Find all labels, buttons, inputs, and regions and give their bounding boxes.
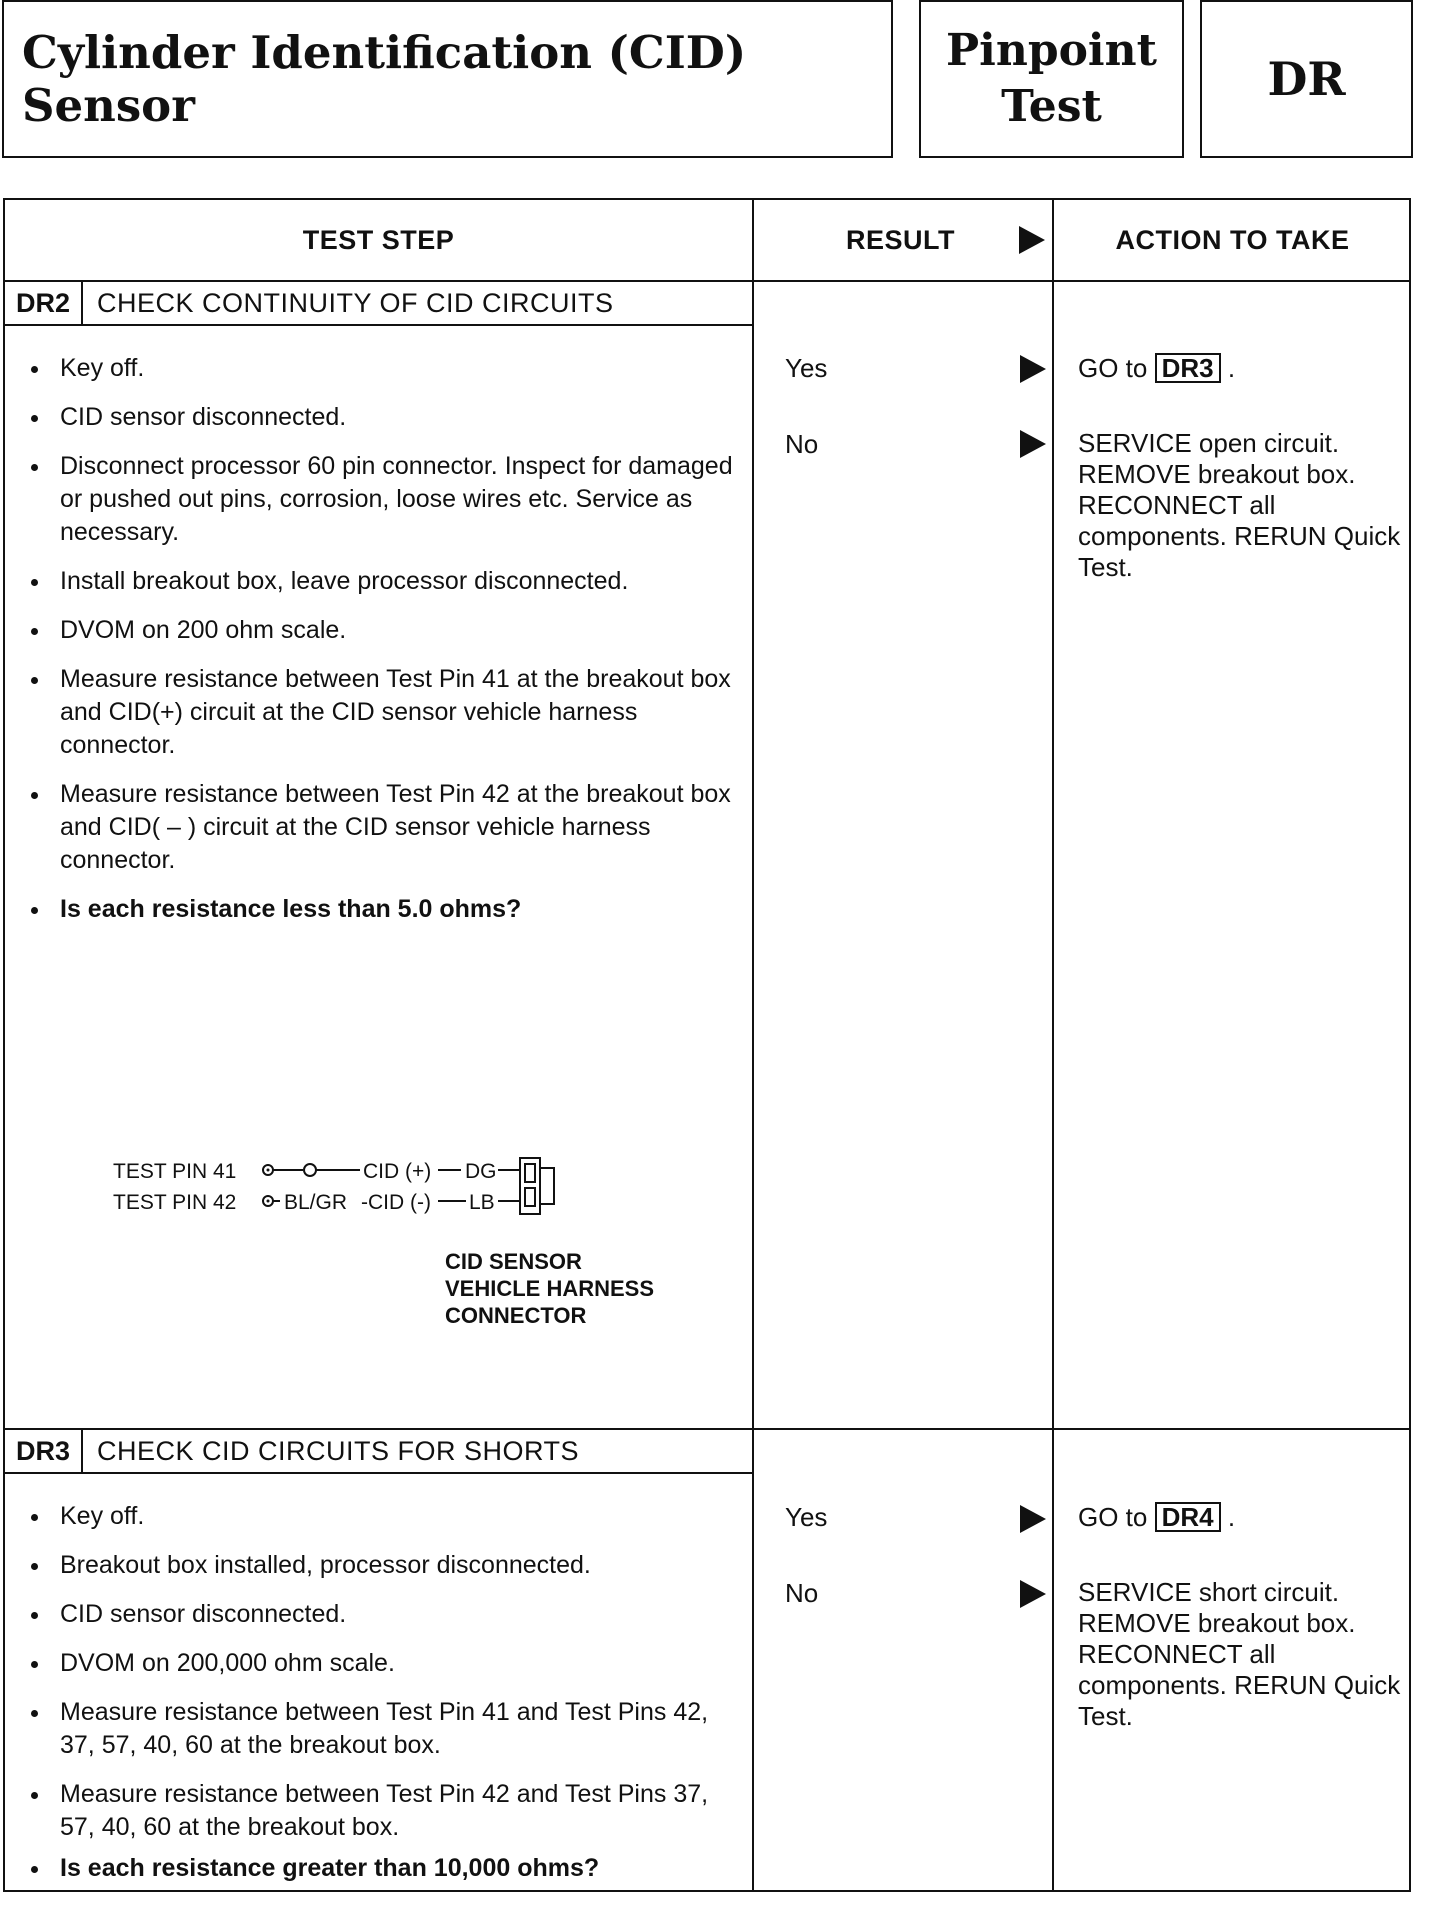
list-item: CID sensor disconnected. — [27, 1598, 737, 1631]
step-question: Is each resistance less than 5.0 ohms? — [27, 893, 737, 926]
list-item: Disconnect processor 60 pin connector. Inspect for damaged or pushed out pins, corrosion, loose wires etc. Service as necessary. — [27, 450, 737, 549]
test-table — [3, 198, 1411, 1892]
arrow-icon — [1020, 1505, 1046, 1533]
step-header-dr3 — [5, 1430, 752, 1474]
step-title: CHECK CONTINUITY OF CID CIRCUITS — [97, 287, 614, 318]
action-yes: GO to DR3 . — [1078, 353, 1236, 383]
action-no: SERVICE short circuit. REMOVE breakout box. RECONNECT all components. RERUN Quick Test. — [1078, 1577, 1401, 1731]
page-title-box — [2, 0, 893, 158]
step-reference[interactable]: DR4 — [1155, 1502, 1221, 1532]
arrow-icon — [1020, 355, 1046, 383]
list-item: Measure resistance between Test Pin 42 and Test Pins 37, 57, 40, 60 at the breakout box. — [27, 1778, 737, 1844]
connector-label — [445, 1248, 654, 1329]
arrow-icon — [1019, 226, 1045, 254]
list-item: DVOM on 200,000 ohm scale. — [27, 1647, 737, 1680]
test-label: Test — [1001, 81, 1102, 132]
action-no: SERVICE open circuit. REMOVE breakout box. RECONNECT all components. RERUN Quick Test. — [1078, 428, 1401, 582]
test-code: DR — [1267, 52, 1346, 106]
pinpoint-test-box — [919, 0, 1184, 158]
wire-dg-label: DG — [465, 1160, 497, 1183]
arrow-icon — [1020, 1580, 1046, 1608]
result-header-label: RESULT — [846, 224, 955, 255]
test-code-box — [1200, 0, 1413, 158]
step-reference[interactable]: DR3 — [1155, 353, 1221, 383]
list-item: Measure resistance between Test Pin 41 and Test Pins 42, 37, 57, 40, 60 at the breakout box. — [27, 1696, 737, 1762]
pinpoint-label: Pinpoint — [946, 25, 1157, 76]
pin41-label: TEST PIN 41 — [113, 1160, 237, 1183]
column-divider — [752, 200, 754, 1890]
wire-blgr-label: BL/GR — [284, 1191, 348, 1214]
column-header-result — [754, 200, 1052, 280]
list-item: CID sensor disconnected. — [27, 401, 737, 434]
list-item: Breakout box installed, processor disconnected. — [27, 1549, 737, 1582]
action-yes: GO to DR4 . — [1078, 1502, 1236, 1532]
list-item: Key off. — [27, 352, 737, 385]
list-item: Key off. — [27, 1500, 737, 1533]
step-header-dr2 — [5, 282, 752, 326]
step-id: DR2 — [5, 282, 83, 324]
connector-label-line: CID SENSOR — [445, 1249, 582, 1274]
connector-label-line: CONNECTOR — [445, 1303, 587, 1328]
wire-lb-label: LB — [469, 1191, 495, 1214]
column-divider — [1052, 200, 1054, 1890]
dr3-steps — [27, 1500, 737, 1901]
result-yes: Yes — [785, 353, 828, 383]
arrow-icon — [1020, 430, 1046, 458]
action-prefix: GO to — [1078, 353, 1148, 383]
page-title: Cylinder Identification (CID) Sensor — [22, 26, 747, 132]
list-item: DVOM on 200 ohm scale. — [27, 614, 737, 647]
action-prefix: GO to — [1078, 1502, 1148, 1532]
step-title: CHECK CID CIRCUITS FOR SHORTS — [97, 1435, 580, 1466]
result-no: No — [785, 429, 819, 459]
step-question: Is each resistance greater than 10,000 ohms? — [27, 1852, 737, 1885]
cid-plus-label: CID (+) — [363, 1160, 432, 1183]
connector-label-line: VEHICLE HARNESS — [445, 1276, 655, 1301]
pin42-label: TEST PIN 42 — [113, 1191, 237, 1214]
step-id: DR3 — [5, 1430, 83, 1472]
result-yes: Yes — [785, 1502, 828, 1532]
column-header-action: ACTION TO TAKE — [1115, 224, 1350, 255]
dr2-steps — [27, 352, 737, 942]
list-item: Install breakout box, leave processor disconnected. — [27, 565, 737, 598]
list-item: Measure resistance between Test Pin 41 at the breakout box and CID(+) circuit at the CID sensor vehicle harness connector. — [27, 663, 737, 762]
result-no: No — [785, 1578, 819, 1608]
column-header-test-step: TEST STEP — [302, 224, 455, 255]
list-item: Measure resistance between Test Pin 42 at the breakout box and CID( – ) circuit at the CID sensor vehicle harness connector. — [27, 778, 737, 877]
cid-minus-label: -CID (-) — [361, 1191, 431, 1214]
